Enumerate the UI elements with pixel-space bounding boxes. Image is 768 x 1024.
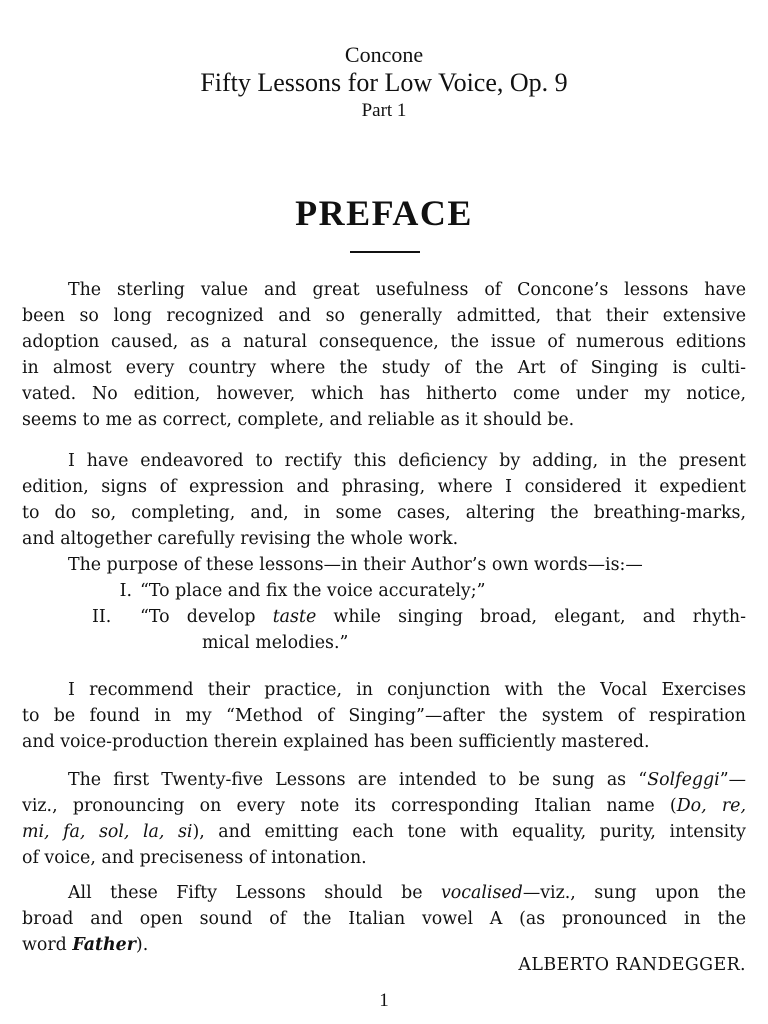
paragraph-6-line-2: broad and open sound of the Italian vowel A (as pronounced in the <box>22 909 746 929</box>
paragraph-5-line-1-post: ”— <box>719 770 746 790</box>
paragraph-2-line-4: and altogether carefully revising the whole work. <box>22 529 459 549</box>
list-item-2-text-post: while singing broad, elegant, and rhyth- <box>316 607 746 627</box>
paragraph-6-vocalised-emphasis: vocalised <box>440 883 523 903</box>
paragraph-2-line-2: edition, signs of expression and phrasing, where I considered it expedient <box>22 477 746 497</box>
paragraph-5-solfeggi-emphasis: Solfeggi <box>647 770 720 790</box>
paragraph-5-line-2-pre: viz., pronouncing on every note its corresponding Italian name ( <box>22 796 677 816</box>
paragraph-6-line-1-post: —viz., sung upon the <box>522 883 746 903</box>
list-item-2 <box>22 604 746 630</box>
paragraph-4-line-1: I recommend their practice, in conjunction with the Vocal Exercises <box>68 680 746 700</box>
work-title: Fifty Lessons for Low Voice, Op. 9 <box>200 68 568 97</box>
paragraph-6-line-3-post: ). <box>135 935 149 955</box>
paragraph-6-line-1-pre: All these Fifty Lessons should be <box>68 883 441 903</box>
preface-heading: PREFACE <box>295 193 473 233</box>
paragraph-4-line-2: to be found in my “Method of Singing”—after the system of respiration <box>22 706 746 726</box>
paragraph-6-line-1 <box>22 880 746 906</box>
list-item-1-number: I. <box>119 581 132 601</box>
paragraph-5-line-1 <box>22 767 746 793</box>
composer-name: Concone <box>344 42 424 67</box>
paragraph-4 <box>22 677 746 755</box>
part-label: Part 1 <box>361 100 407 121</box>
list-item-2-text-emphasis: taste <box>272 607 317 627</box>
list-item-1 <box>22 578 746 604</box>
paragraph-1 <box>22 277 746 433</box>
paragraph-5-line-2 <box>22 793 746 819</box>
list-item-2-continuation: mical melodies.” <box>202 633 349 653</box>
paragraph-6-father-emphasis: Father <box>72 935 136 955</box>
paragraph-1-line-4: in almost every country where the study of the Art of Singing is culti- <box>22 358 746 378</box>
paragraph-1-line-2: been so long recognized and so generally admitted, that their extensive <box>22 306 746 326</box>
list-item-2-text-pre: “To develop <box>140 607 273 627</box>
paragraph-5-line-4: of voice, and preciseness of intonation. <box>22 848 367 868</box>
paragraph-2-line-1: I have endeavored to rectify this deficiency by adding, in the present <box>68 451 746 471</box>
paragraph-2-line-3: to do so, completing, and, in some cases, altering the breathing-marks, <box>22 503 746 523</box>
paragraph-5-line-1-pre: The first Twenty-five Lessons are intended to be sung as “ <box>68 770 648 790</box>
list-item-2-number: II. <box>92 607 112 627</box>
paragraph-1-line-1: The sterling value and great usefulness of Concone’s lessons have <box>68 280 746 300</box>
heading-rule-divider <box>350 251 420 253</box>
paragraph-1-line-6: seems to me as correct, complete, and reliable as it should be. <box>22 410 575 430</box>
paragraph-5 <box>22 767 746 871</box>
paragraph-5-syllables-emphasis-2: mi, fa, sol, la, si <box>22 822 193 842</box>
page-number: 1 <box>379 990 389 1011</box>
paragraph-5-syllables-emphasis-1: Do, re, <box>676 796 746 816</box>
paragraph-6 <box>22 880 746 958</box>
paragraph-5-line-3-post: ), and emitting each tone with equality, purity, intensity <box>192 822 746 842</box>
paragraph-3: The purpose of these lessons—in their Author’s own words—is:— <box>68 555 643 575</box>
paragraph-2 <box>22 448 746 656</box>
paragraph-4-line-3: and voice-production therein explained has been sufficiently mastered. <box>22 732 650 752</box>
paragraph-5-line-3 <box>22 819 746 845</box>
paragraph-6-line-3-pre: word <box>22 935 73 955</box>
list-item-1-text: “To place and fix the voice accurately;” <box>140 581 486 601</box>
author-signature: ALBERTO RANDEGGER. <box>518 955 746 975</box>
paragraph-1-line-5: vated. No edition, however, which has hitherto come under my notice, <box>22 384 746 404</box>
paragraph-1-line-3: adoption caused, as a natural consequence, the issue of numerous editions <box>22 332 746 352</box>
